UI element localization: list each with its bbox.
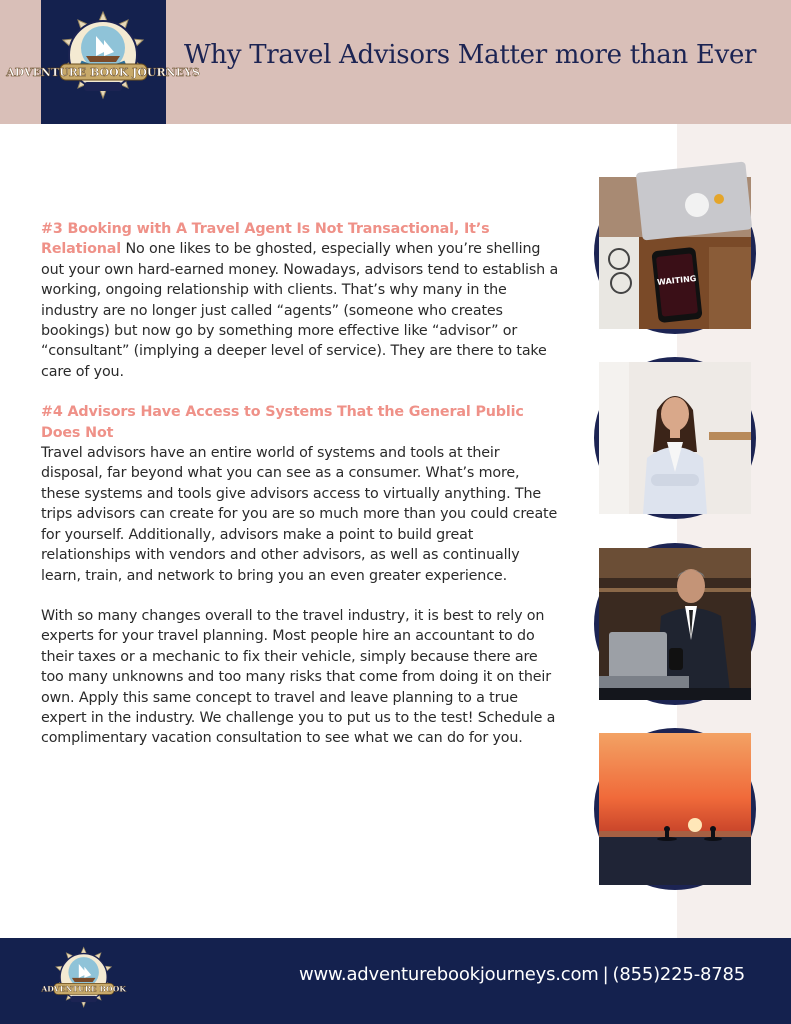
section-4-heading: #4 Advisors Have Access to Systems That the General Public Does Not	[41, 404, 524, 441]
brand-logo	[6, 10, 200, 114]
section-3-heading: #3 Booking with A Travel Agent Is Not Transactional, It’s Relational	[41, 221, 490, 258]
closing-paragraph: With so many changes overall to the travel industry, it is best to rely on experts for your travel planning. Most people hire an accountant to do their taxes or a mechanic to fix their vehicle, simply because there are too many unknowns and too many risks that come from doing it on their own. Apply this same concept to travel and leave planning to a true expert in the industry. We challenge you to put us to the test! Schedule a complimentary vacation consultation to see what we can do for you.	[41, 607, 556, 747]
page-header	[0, 0, 791, 124]
photo-businesswoman	[594, 357, 756, 519]
phone-number[interactable]: (855)225-8785	[612, 964, 745, 985]
photo-sunset-kayakers	[594, 728, 756, 890]
svg-text:ADVENTURE BOOK JOURNEYS: ADVENTURE BOOK JOURNEYS	[6, 66, 200, 79]
footer-brand-logo	[41, 946, 126, 1018]
svg-text:ADVENTURE BOOK: ADVENTURE BOOK	[41, 984, 126, 994]
contact-separator: |	[602, 964, 609, 985]
section-4	[41, 402, 561, 586]
website-link[interactable]: www.adventurebookjourneys.com	[299, 964, 599, 985]
page-footer	[0, 938, 791, 1024]
article-body	[41, 219, 561, 769]
photo-laptop-phone	[594, 172, 756, 334]
photo-businessman	[594, 543, 756, 705]
section-4-body: Travel advisors have an entire world of systems and tools at their disposal, far beyond what you can see as a consumer. What’s more, these systems and tools give advisors access to virtually anything. The trips advisors can create for you are so much more than you could create for yourself. Additionally, advisors make a point to build great relationships with vendors and other advisors, as well as continually learn, train, and network to bring you an even greater experience.	[41, 445, 558, 584]
page-title: Why Travel Advisors Matter more than Ever	[184, 40, 757, 70]
footer-contact	[299, 964, 745, 985]
section-3-body: No one likes to be ghosted, especially when you’re shelling out your own hard-earned money. Nowadays, advisors tend to establish a working, ongoing relationship with clients. That’s why many in the industry are no longer just called “agents” (someone who creates bookings) but now go by something more effective like “advisor” or “consultant” (implying a deeper level of service). They are there to take care of you.	[41, 241, 559, 380]
section-3	[41, 219, 561, 382]
logo-box	[6, 0, 200, 124]
phone-screen-text: WAITING	[656, 273, 697, 288]
